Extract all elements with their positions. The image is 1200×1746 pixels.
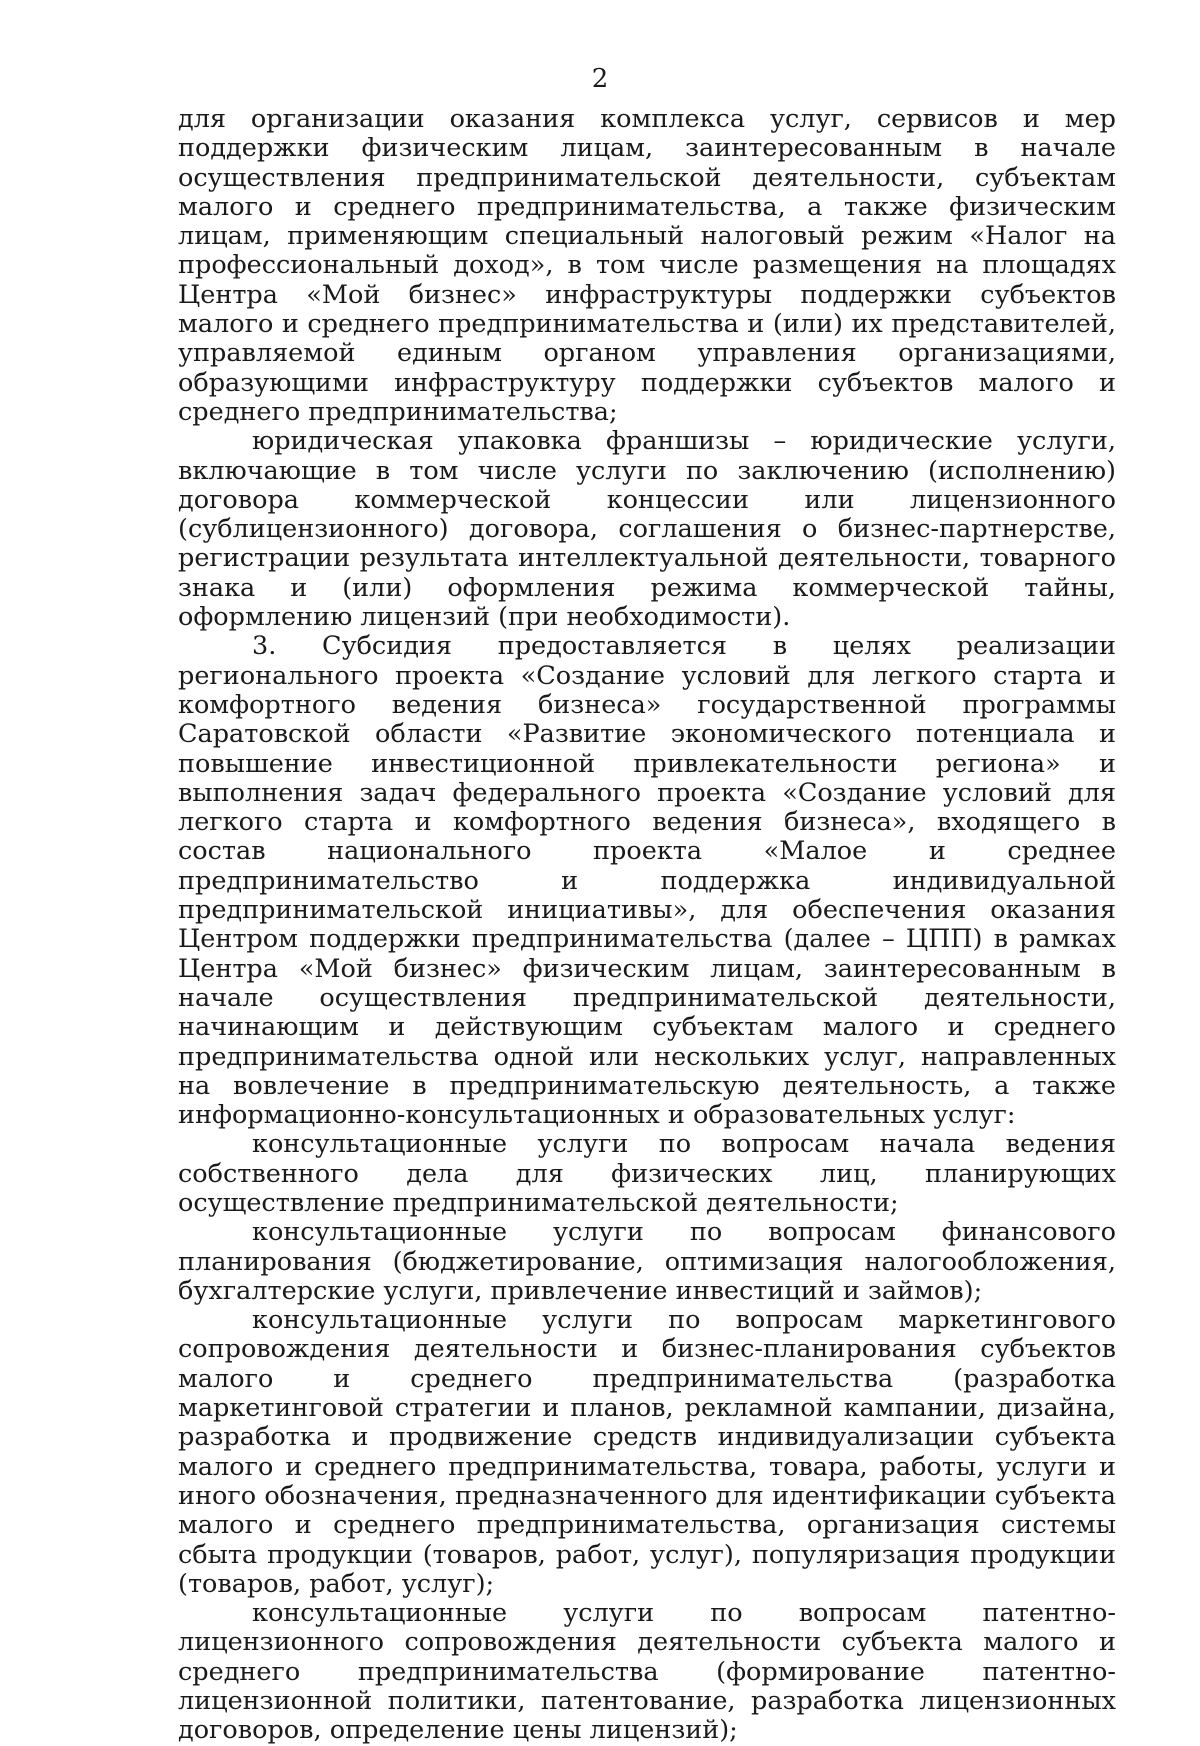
paragraph-franchise-legal-packaging: юридическая упаковка франшизы – юридические услуги, включающие в том числе услуги по заключению (исполнению) договора коммерческой концессии или лицензионного (сублицензионного) договора, соглашения о бизнес-партнерстве, регистрации результата интеллектуальной деятельности, товарного знака и (или) оформления режима коммерческой тайны, оформлению лицензий (при необходимости). xyxy=(178,426,1116,633)
paragraph-consulting-patent-licensing: консультационные услуги по вопросам патентно-лицензионного сопровождения деятельности субъекта малого и среднего предпринимательства (формирование патентно-лицензионной политики, патентование, разработка лицензионных договоров, определение цены лицензий); xyxy=(178,1598,1116,1746)
page-number: 2 xyxy=(591,64,609,94)
paragraph-consulting-own-business: консультационные услуги по вопросам начала ведения собственного дела для физических лиц, планирующих осуществление предпринимательской деятельности; xyxy=(178,1129,1116,1218)
paragraph-continuation: для организации оказания комплекса услуг, сервисов и мер поддержки физическим лицам, заинтересованным в начале осуществления предпринимательской деятельности, субъектам малого и среднего предпринимательства, а также физическим лицам, применяющим специальный налоговый режим «Налог на профессиональный доход», в том числе размещения на площадях Центра «Мой бизнес» инфраструктуры поддержки субъектов малого и среднего предпринимательства и (или) их представителей, управляемой единым органом управления организациями, образующими инфраструктуру поддержки субъектов малого и среднего предпринимательства; xyxy=(178,104,1116,427)
paragraph-consulting-financial-planning: консультационные услуги по вопросам финансового планирования (бюджетирование, оптимизация налогообложения, бухгалтерские услуги, привлечение инвестиций и займов); xyxy=(178,1217,1116,1306)
paragraph-item-3-subsidy: 3. Субсидия предоставляется в целях реализации регионального проекта «Создание условий для легкого старта и комфортного ведения бизнеса» государственной программы Саратовской области «Развитие экономического потенциала и повышение инвестиционной привлекательности региона» и выполнения задач федерального проекта «Создание условий для легкого старта и комфортного ведения бизнеса», входящего в состав национального проекта «Малое и среднее предпринимательство и поддержка индивидуальной предпринимательской инициативы», для обеспечения оказания Центром поддержки предпринимательства (далее – ЦПП) в рамках Центра «Мой бизнес» физическим лицам, заинтересованным в начале осуществления предпринимательской деятельности, начинающим и действующим субъектам малого и среднего предпринимательства одной или нескольких услуг, направленных на вовлечение в предпринимательскую деятельность, а также информационно-консультационных и образовательных услуг: xyxy=(178,631,1116,1131)
document-body xyxy=(178,105,1116,1746)
paragraph-consulting-marketing: консультационные услуги по вопросам маркетингового сопровождения деятельности и бизнес-планирования субъектов малого и среднего предпринимательства (разработка маркетинговой стратегии и планов, рекламной кампании, дизайна, разработка и продвижение средств индивидуализации субъекта малого и среднего предпринимательства, товара, работы, услуги и иного обозначения, предназначенного для идентификации субъекта малого и среднего предпринимательства, организация системы сбыта продукции (товаров, работ, услуг), популяризация продукции (товаров, работ, услуг); xyxy=(178,1305,1116,1599)
